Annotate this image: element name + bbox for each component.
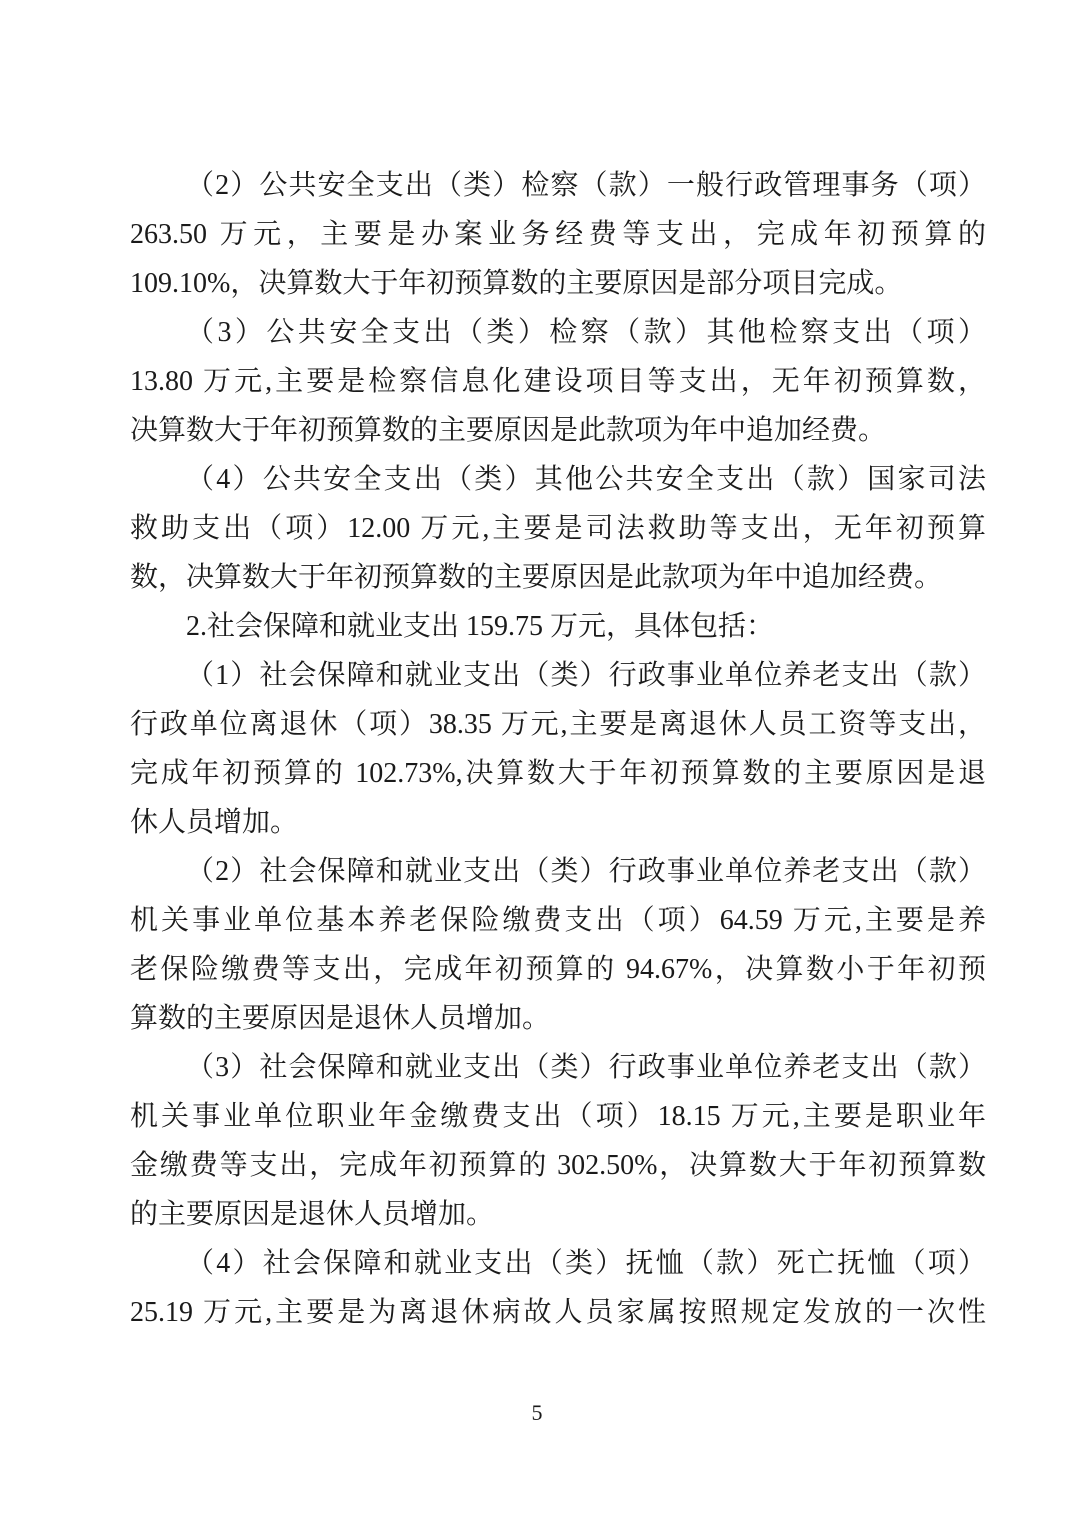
- text-line: 109.10%，决算数大于年初预算数的主要原因是部分项目完成。: [130, 268, 903, 299]
- text-line: 老保险缴费等支出，完成年初预算的 94.67%，决算数小于年初预: [130, 954, 986, 985]
- paragraph: [130, 161, 986, 308]
- text-line: 25.19 万元,主要是为离退休病故人员家属按照规定发放的一次性: [130, 1297, 986, 1328]
- text-line: 机关事业单位基本养老保险缴费支出（项）64.59 万元,主要是养: [130, 905, 986, 936]
- text-line: 数，决算数大于年初预算数的主要原因是此款项为年中追加经费。: [130, 562, 943, 593]
- text-line: （4）公共安全支出（类）其他公共安全支出（款）国家司法: [186, 464, 986, 495]
- text-line: 2.社会保障和就业支出 159.75 万元，具体包括：: [186, 611, 775, 642]
- text-line: 休人员增加。: [130, 807, 299, 838]
- paragraph: [130, 651, 986, 847]
- paragraph: [130, 308, 986, 455]
- text-line: 救助支出（项）12.00 万元,主要是司法救助等支出，无年初预算: [130, 513, 986, 544]
- text-line: （1）社会保障和就业支出（类）行政事业单位养老支出（款）: [186, 660, 986, 691]
- text-line: 算数的主要原因是退休人员增加。: [130, 1003, 551, 1034]
- paragraph: [130, 455, 986, 602]
- page-number: 5: [531, 1400, 543, 1425]
- text-line: （3）公共安全支出（类）检察（款）其他检察支出（项）: [186, 317, 986, 348]
- text-line: 13.80 万元,主要是检察信息化建设项目等支出，无年初预算数，: [130, 366, 986, 397]
- paragraph: [130, 602, 986, 651]
- text-line: 完成年初预算的 102.73%,决算数大于年初预算数的主要原因是退: [130, 758, 986, 789]
- text-line: 行政单位离退休（项）38.35 万元,主要是离退休人员工资等支出，: [130, 709, 986, 740]
- paragraph: [130, 1239, 986, 1337]
- text-line: 的主要原因是退休人员增加。: [130, 1199, 495, 1230]
- text-line: 金缴费等支出，完成年初预算的 302.50%，决算数大于年初预算数: [130, 1150, 986, 1181]
- text-line: （4）社会保障和就业支出（类）抚恤（款）死亡抚恤（项）: [186, 1248, 986, 1279]
- page-footer: [0, 1398, 1074, 1428]
- text-line: 263.50 万元，主要是办案业务经费等支出，完成年初预算的: [130, 219, 986, 250]
- text-line: （3）社会保障和就业支出（类）行政事业单位养老支出（款）: [186, 1052, 986, 1083]
- document-body: [130, 161, 986, 1337]
- text-line: 决算数大于年初预算数的主要原因是此款项为年中追加经费。: [130, 415, 887, 446]
- paragraph: [130, 847, 986, 1043]
- text-line: （2）社会保障和就业支出（类）行政事业单位养老支出（款）: [186, 856, 986, 887]
- paragraph: [130, 1043, 986, 1239]
- text-line: （2）公共安全支出（类）检察（款）一般行政管理事务（项）: [186, 170, 986, 201]
- text-line: 机关事业单位职业年金缴费支出（项）18.15 万元,主要是职业年: [130, 1101, 986, 1132]
